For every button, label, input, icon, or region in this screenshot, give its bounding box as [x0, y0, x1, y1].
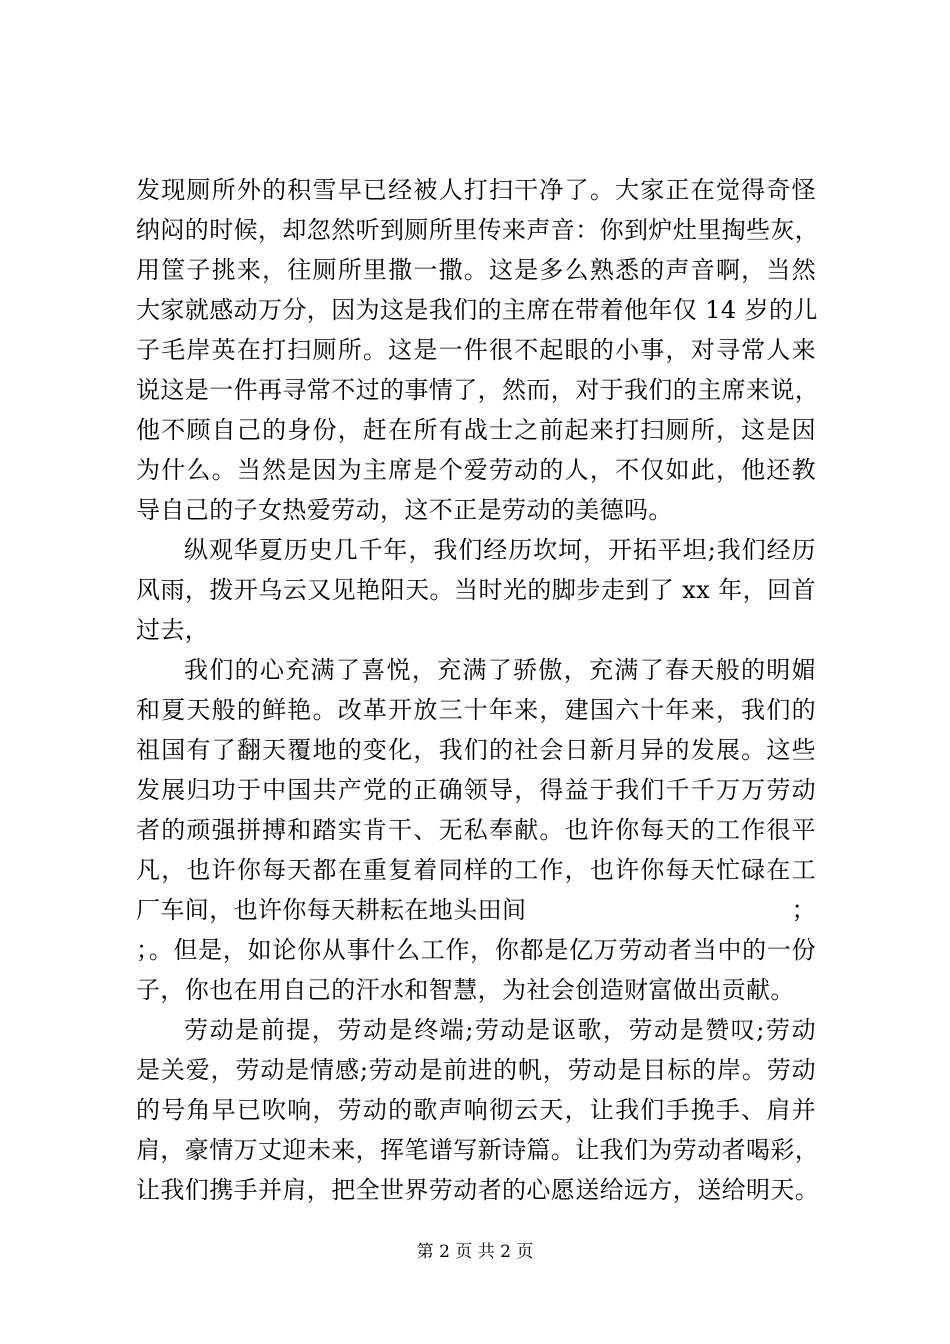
text-line: 过去， — [136, 616, 210, 644]
text-line: 凡，也许你每天都在重复着同样的工作，也许你每天忙碌在工 — [136, 856, 816, 884]
text-line: 发展归功于中国共产党的正确领导，得益于我们千千万万劳动 — [136, 776, 816, 804]
text-line: 纳闷的时候，却忽然听到厕所里传来声音：你到炉灶里掏些灰， — [136, 216, 820, 244]
text-line: 的号角早已吹响，劳动的歌声响彻云天，让我们手挽手、肩并 — [136, 1096, 816, 1124]
text-segment: ； — [791, 896, 816, 924]
text-line: 风雨，拨开乌云又见艳阳天。当时光的脚步走到了 xx 年，回首 — [136, 576, 816, 604]
paragraph-4 — [136, 1010, 820, 1210]
text-line: 劳动是前提，劳动是终端;劳动是讴歌，劳动是赞叹;劳动 — [184, 1016, 816, 1044]
paragraph-2 — [136, 530, 816, 650]
text-line: ；。但是，如论你从事什么工作，你都是亿万劳动者当中的一份 — [136, 936, 816, 964]
text-line: 大家就感动万分，因为这是我们的主席在带着他年仅 14 岁的儿 — [136, 296, 818, 324]
text-line — [136, 890, 816, 930]
text-line: 是关爱，劳动是情感;劳动是前进的帆，劳动是目标的岸。劳动 — [136, 1056, 816, 1084]
text-line: 说这是一件再寻常不过的事情了，然而，对于我们的主席来说， — [136, 376, 820, 404]
text-line: 让我们携手并肩，把全世界劳动者的心愿送给远方，送给明天。 — [136, 1176, 820, 1204]
text-line: 为什么。当然是因为主席是个爱劳动的人，不仅如此，他还教 — [136, 456, 816, 484]
text-line: 发现厕所外的积雪早已经被人打扫干净了。大家正在觉得奇怪 — [136, 176, 816, 204]
text-line: 我们的心充满了喜悦，充满了骄傲，充满了春天般的明媚 — [184, 656, 816, 684]
text-line: 导自己的子女热爱劳动，这不正是劳动的美德吗。 — [136, 496, 673, 524]
text-segment: 厂车间，也许你每天耕耘在地头田间 — [136, 896, 527, 924]
text-line: 他不顾自己的身份，赶在所有战士之前起来打扫厕所，这是因 — [136, 416, 816, 444]
page-footer: 第 2 页 共 2 页 — [416, 1242, 534, 1262]
text-line: 子毛岸英在打扫厕所。这是一件很不起眼的小事，对寻常人来 — [136, 336, 816, 364]
text-line: 用筐子挑来，往厕所里撒一撒。这是多么熟悉的声音啊，当然 — [136, 256, 816, 284]
text-line: 和夏天般的鲜艳。改革开放三十年来，建国六十年来，我们的 — [136, 696, 816, 724]
text-line: 祖国有了翻天覆地的变化，我们的社会日新月异的发展。这些 — [136, 736, 816, 764]
text-line: 纵观华夏历史几千年，我们经历坎坷，开拓平坦;我们经历 — [184, 536, 816, 564]
body-text — [136, 170, 820, 1210]
text-line: 子，你也在用自己的汗水和智慧，为社会创造财富做出贡献。 — [136, 976, 795, 1004]
paragraph-1 — [136, 170, 820, 530]
text-line: 者的顽强拼搏和踏实肯干、无私奉献。也许你每天的工作很平 — [136, 816, 816, 844]
text-line: 肩，豪情万丈迎未来，挥笔谱写新诗篇。让我们为劳动者喝彩， — [136, 1136, 820, 1164]
paragraph-3 — [136, 650, 816, 1010]
